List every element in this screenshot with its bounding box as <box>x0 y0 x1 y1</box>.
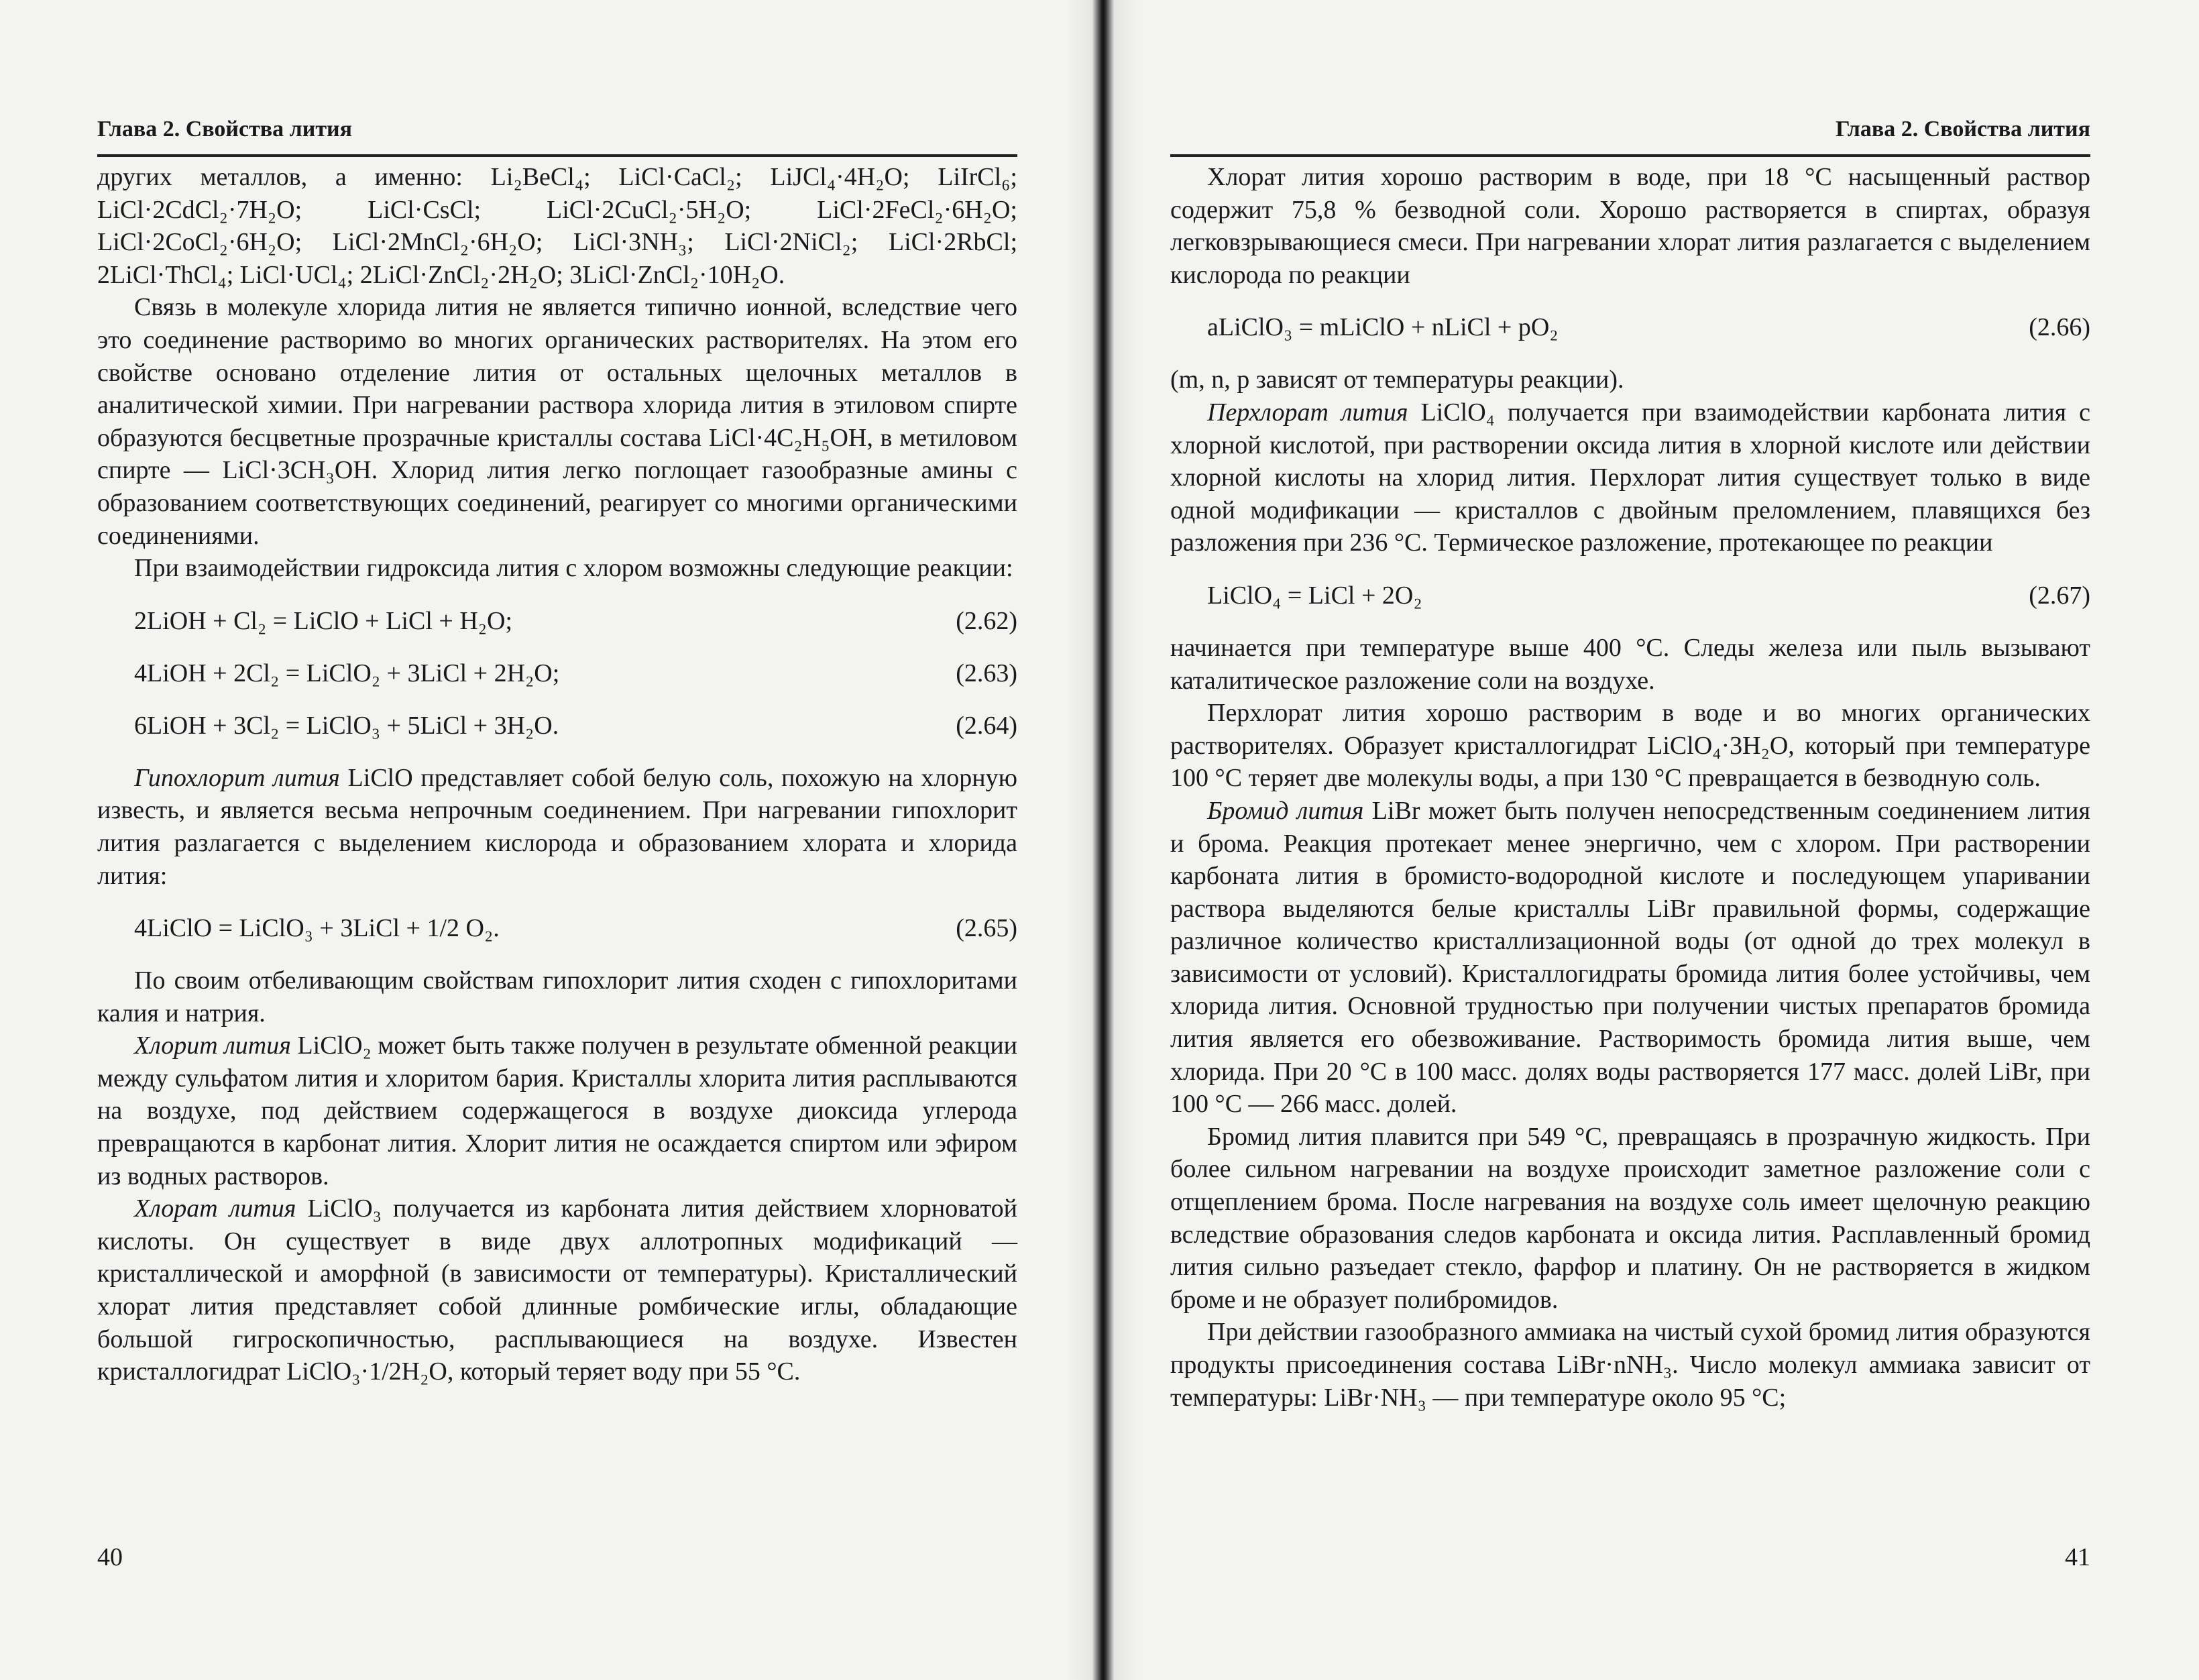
page-number: 40 <box>97 1543 123 1571</box>
term: Перхлорат лития <box>1207 398 1408 427</box>
book-gutter <box>1066 0 1140 1680</box>
running-header-right <box>1170 101 2090 157</box>
equation-formula: 4LiOH + 2Cl₂ = LiClO₂ + 3LiCl + 2H₂O; <box>134 659 560 687</box>
paragraph: начинается при температуре выше 400 °C. Следы железа или пыль вызывают каталитическое разложение соли на воздухе. <box>1170 633 2090 695</box>
equation-2-63 <box>97 657 1017 689</box>
term: Хлорит лития <box>134 1031 291 1060</box>
paragraph: При действии газообразного аммиака на чистый сухой бромид лития образуются продукты присоединения состава LiBr·nNH₃. Число молекул аммиака зависит от температуры: LiBr·NH₃ — при температуре около 95 °C; <box>1170 1318 2090 1412</box>
term: Гипохлорит лития <box>134 763 340 792</box>
term: Бромид лития <box>1207 796 1364 825</box>
paragraph: Перхлорат лития хорошо растворим в воде и во многих органических растворителях. Образует кристаллогидрат LiClO₄·3H₂O, который при температуре 100 °C теряет две молекулы воды, а при 130 °C превращается в безводную соль. <box>1170 699 2090 793</box>
equation-formula: aLiClO₃ = mLiClO + nLiCl + pO₂ <box>1207 313 1559 342</box>
paragraph: При взаимодействии гидроксида лития с хлором возможны следующие реакции: <box>134 554 1013 583</box>
paragraph: Гипохлорит лития LiClO представляет собой белую соль, похожую на хлорную известь, и является весьма непрочным соединением. При нагревании гипохлорит лития разлагается с выделением кислорода и образованием хлората и хлорида лития: <box>97 763 1017 890</box>
page-body-right <box>1170 161 2090 1414</box>
chapter-title: Глава 2. Свойства лития <box>97 117 353 142</box>
paragraph: По своим отбеливающим свойствам гипохлорит лития сходен с гипохлоритами калия и натрия. <box>97 966 1017 1027</box>
equation-number: (2.66) <box>2029 313 2090 342</box>
paragraph: Хлорит лития LiClO₂ может быть также получен в результате обменной реакции между сульфатом лития и хлоритом бария. Кристаллы хлорита лития расплываются на воздухе, под действием содержащегося в воздухе диоксида углерода превращаются в карбонат лития. Хлорит лития не осаждается спиртом или эфиром из водных растворов. <box>97 1031 1017 1190</box>
page-number: 41 <box>2065 1543 2090 1571</box>
paragraph: Хлорат лития LiClO₃ получается из карбоната лития действием хлорноватой кислоты. Он существует в виде двух аллотропных модификаций — кристаллической и аморфной (в зависимости от температуры). Кристаллический хлорат лития представляет собой длинные ромбические иглы, обладающие большой гигроскопичностью, расплывающиеся на воздухе. Известен кристаллогидрат LiClO₃·1/2H₂O, который теряет воду при 55 °C. <box>97 1194 1017 1386</box>
equation-2-64 <box>97 710 1017 742</box>
running-header-left <box>97 101 1017 157</box>
term: Хлорат лития <box>134 1194 296 1223</box>
equation-formula: 4LiClO = LiClO₃ + 3LiCl + 1/2 O₂. <box>134 914 500 943</box>
page-left <box>97 0 1017 1680</box>
equation-2-66 <box>1170 311 2090 343</box>
equation-2-62 <box>97 605 1017 637</box>
equation-number: (2.62) <box>956 606 1017 635</box>
equation-2-65 <box>97 912 1017 944</box>
equation-number: (2.65) <box>956 914 1017 943</box>
equation-number: (2.67) <box>2029 581 2090 610</box>
chapter-title: Глава 2. Свойства лития <box>1835 117 2090 142</box>
equation-2-67 <box>1170 579 2090 612</box>
equation-number: (2.63) <box>956 659 1017 687</box>
page-right <box>1170 0 2090 1680</box>
paragraph: других металлов, а именно: Li₂BeCl₄; LiCl·CaCl₂; LiJCl₄·4H₂O; LiIrCl₆; LiCl·2CdCl₂·7H₂O; LiCl·CsCl; LiCl·2CuCl₂·5H₂O; LiCl·2FeCl₂·6H₂O; LiCl·2CoCl₂·6H₂O; LiCl·2MnCl₂·6H₂O; LiCl·3NH₃; LiCl·2NiCl₂; LiCl·2RbCl; 2LiCl·ThCl₄; LiCl·UCl₄; 2LiCl·ZnCl₂·2H₂O; 3LiCl·ZnCl₂·10H₂O. <box>97 163 1017 289</box>
paragraph: Хлорат лития хорошо растворим в воде, при 18 °C насыщенный раствор содержит 75,8 % безводной соли. Хорошо растворяется в спиртах, образуя легковзрывающиеся смеси. При нагревании хлорат лития разлагается с выделением кислорода по реакции <box>1170 163 2090 289</box>
equation-formula: LiClO₄ = LiCl + 2O₂ <box>1207 581 1422 610</box>
page-body-left <box>97 161 1017 1388</box>
equation-formula: 2LiOH + Cl₂ = LiClO + LiCl + H₂O; <box>134 606 513 635</box>
paragraph: Бромид лития плавится при 549 °C, превращаясь в прозрачную жидкость. При более сильном нагревании на воздухе происходит заметное разложение соли с отщеплением брома. После нагревания на воздухе соль имеет щелочную реакцию вследствие образования следов карбоната и оксида лития. Расплавленный бромид лития сильно разъедает стекло, фарфор и платину. Он не растворяется в жидком броме и не образует полибромидов. <box>1170 1122 2090 1314</box>
paragraph: (m, n, p зависят от температуры реакции). <box>1170 366 1624 394</box>
paragraph: Связь в молекуле хлорида лития не является типично ионной, вследствие чего это соединение растворимо во многих органических растворителях. На этом его свойстве основано отделение лития от остальных щелочных металлов в аналитической химии. При нагревании раствора хлорида лития в этиловом спирте образуются бесцветные прозрачные кристаллы состава LiCl·4C₂H₅OH, в метиловом спирте — LiCl·3CH₃OH. Хлорид лития легко поглощает газообразные амины с образованием соответствующих соединений, реагирует со многими органическими соединениями. <box>97 293 1017 550</box>
equation-formula: 6LiOH + 3Cl₂ = LiClO₃ + 5LiCl + 3H₂O. <box>134 711 559 740</box>
paragraph: Бромид лития LiBr может быть получен непосредственным соединением лития и брома. Реакция протекает менее энергично, чем с хлором. При растворении карбоната лития в бромисто-водородной кислоте и последующем упаривании раствора выделяются белые кристаллы LiBr правильной формы, содержащие различное количество кристаллизационной воды (от одной до трех молекул в зависимости от условий). Кристаллогидраты бромида лития более устойчивы, чем хлорида лития. Основной трудностью при получении чистых препаратов бромида лития является его обезвоживание. Растворимость бромида лития выше, чем хлорида. При 20 °C в 100 масс. долях воды растворяется 177 масс. долей LiBr, при 100 °C — 266 масс. долей. <box>1170 796 2090 1119</box>
equation-number: (2.64) <box>956 711 1017 740</box>
paragraph: Перхлорат лития LiClO₄ получается при взаимодействии карбоната лития с хлорной кислотой, при растворении оксида лития в хлорной кислоте или действии хлорной кислоты на хлорид лития. Перхлорат лития существует только в виде одной модификации — кристаллов с двойным преломлением, плавящихся без разложения при 236 °C. Термическое разложение, протекающее по реакции <box>1170 398 2090 557</box>
